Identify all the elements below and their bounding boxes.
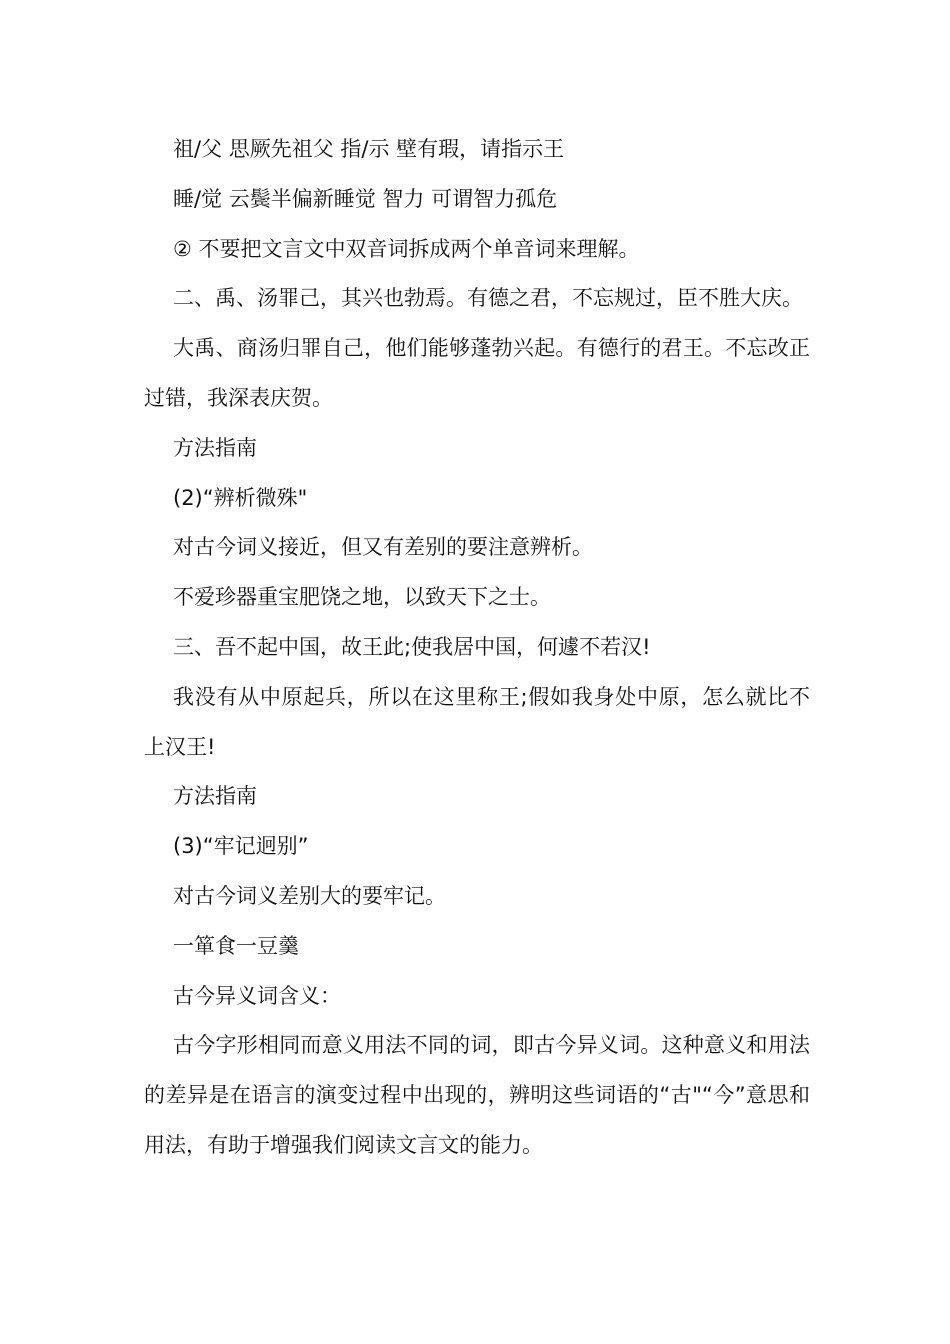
paragraph-tip-2: ② 不要把文言文中双音词拆成两个单音词来理解。: [173, 236, 640, 261]
document-body: [144, 125, 810, 1171]
paragraph-word-pairs-1: 祖/父 思厥先祖父 指/示 壁有瑕，请指示王: [173, 137, 565, 161]
paragraph-method-3-example: 一箪食一豆羹: [173, 933, 299, 958]
paragraph-method-2-example: 不爱珍器重宝肥饶之地，以致天下之士。: [173, 585, 551, 610]
heading-method-3: (3)“牢记迥别”: [173, 834, 309, 859]
heading-method-guide: 方法指南: [173, 784, 257, 809]
paragraph-method-2-desc: 对古今词义接近，但又有差别的要注意辨析。: [173, 535, 593, 560]
heading-method-guide: 方法指南: [173, 435, 257, 460]
heading-definition: 古今异义词含义：: [173, 983, 341, 1008]
paragraph-definition: 古今字形相同而意义用法不同的词，即古今异义词。这种意义和用法的差异是在语言的演变过程中出现的，辨明这些词语的“古"“今”意思和用法，有助于增强我们阅读文言文的能力。: [144, 1033, 810, 1157]
paragraph-word-pairs-2: 睡/觉 云鬓半偏新睡觉 智力 可谓智力孤危: [173, 186, 558, 211]
paragraph-translation-3: 我没有从中原起兵，所以在这里称王;假如我身处中原，怎么就比不上汉王!: [144, 684, 810, 759]
paragraph-translation-2: 大禹、商汤归罪自己，他们能够蓬勃兴起。有德行的君王。不忘改正过错，我深表庆贺。: [144, 336, 810, 410]
paragraph-method-3-desc: 对古今词义差别大的要牢记。: [173, 883, 446, 908]
paragraph-example-3: 三、吾不起中国，故王此;使我居中国，何遽不若汉!: [173, 634, 651, 659]
heading-method-2: (2)“辨析微殊": [173, 485, 308, 510]
paragraph-example-2: 二、禹、汤罪己，其兴也勃焉。有德之君，不忘规过，臣不胜大庆。: [173, 286, 803, 311]
